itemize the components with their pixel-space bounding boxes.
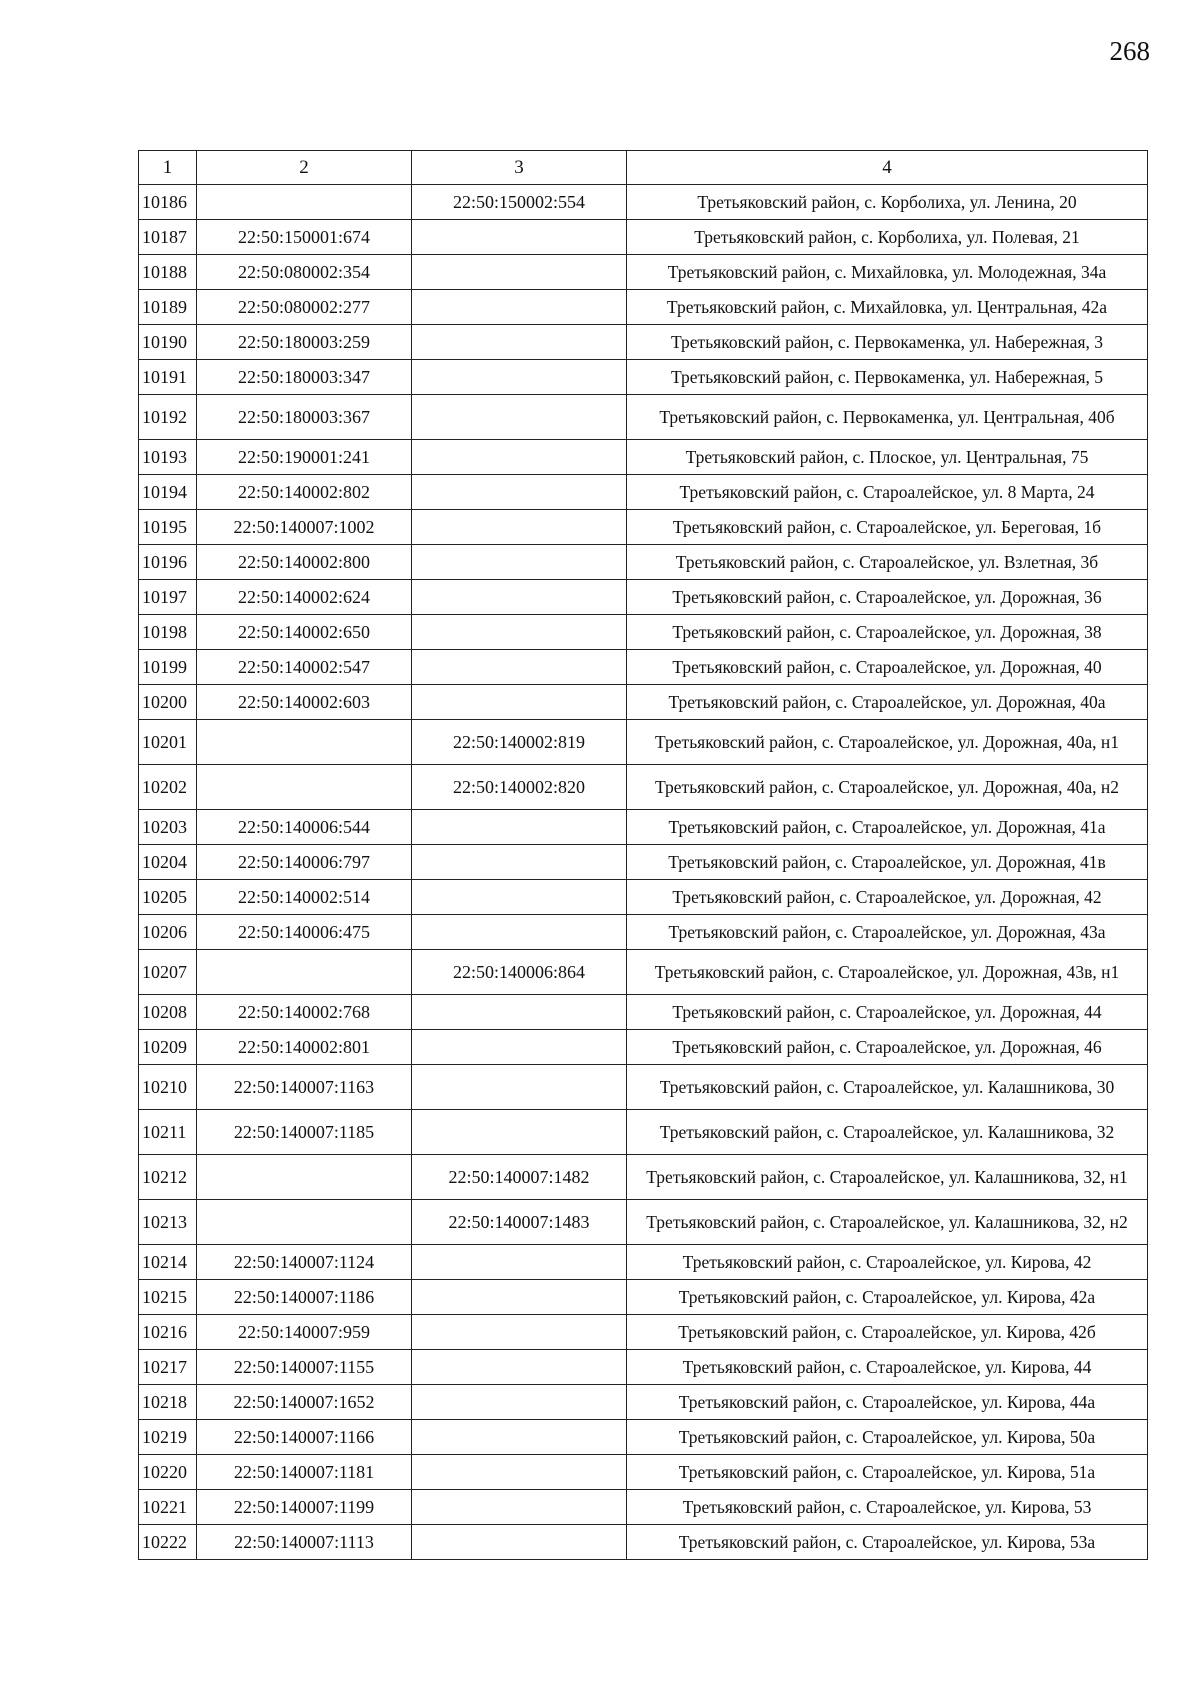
address-cell: Третьяковский район, с. Староалейское, ул. Взлетная, 3б <box>627 545 1148 580</box>
cadastral-number-alt-cell <box>412 1490 627 1525</box>
row-number-cell: 10203 <box>139 810 197 845</box>
registry-table <box>138 150 1148 1560</box>
address-cell: Третьяковский район, с. Староалейское, ул. Калашникова, 32, н1 <box>627 1155 1148 1200</box>
row-number-cell: 10187 <box>139 220 197 255</box>
header-cell-4: 4 <box>627 151 1148 185</box>
table-row <box>139 950 1148 995</box>
cadastral-number-alt-cell: 22:50:140007:1483 <box>412 1200 627 1245</box>
row-number-cell: 10195 <box>139 510 197 545</box>
cadastral-number-alt-cell <box>412 1525 627 1560</box>
cadastral-number-alt-cell <box>412 510 627 545</box>
cadastral-number-cell: 22:50:140002:768 <box>197 995 412 1030</box>
cadastral-number-alt-cell <box>412 995 627 1030</box>
header-cell-2: 2 <box>197 151 412 185</box>
cadastral-number-cell: 22:50:140002:800 <box>197 545 412 580</box>
address-cell: Третьяковский район, с. Староалейское, ул. Дорожная, 44 <box>627 995 1148 1030</box>
cadastral-number-cell <box>197 765 412 810</box>
cadastral-number-cell: 22:50:140002:802 <box>197 475 412 510</box>
table-row <box>139 1155 1148 1200</box>
row-number-cell: 10214 <box>139 1245 197 1280</box>
table-row <box>139 810 1148 845</box>
row-number-cell: 10191 <box>139 360 197 395</box>
row-number-cell: 10202 <box>139 765 197 810</box>
address-cell: Третьяковский район, с. Староалейское, ул. Кирова, 44 <box>627 1350 1148 1385</box>
table-row <box>139 1200 1148 1245</box>
row-number-cell: 10215 <box>139 1280 197 1315</box>
table-row <box>139 1280 1148 1315</box>
address-cell: Третьяковский район, с. Корболиха, ул. Полевая, 21 <box>627 220 1148 255</box>
table-row <box>139 255 1148 290</box>
row-number-cell: 10186 <box>139 185 197 220</box>
row-number-cell: 10201 <box>139 720 197 765</box>
address-cell: Третьяковский район, с. Михайловка, ул. Молодежная, 34а <box>627 255 1148 290</box>
table-row <box>139 915 1148 950</box>
cadastral-number-alt-cell <box>412 810 627 845</box>
cadastral-number-cell: 22:50:140002:801 <box>197 1030 412 1065</box>
table-row <box>139 650 1148 685</box>
address-cell: Третьяковский район, с. Староалейское, ул. Дорожная, 38 <box>627 615 1148 650</box>
cadastral-number-cell <box>197 185 412 220</box>
cadastral-number-cell: 22:50:140006:544 <box>197 810 412 845</box>
address-cell: Третьяковский район, с. Староалейское, ул. Кирова, 53а <box>627 1525 1148 1560</box>
address-cell: Третьяковский район, с. Староалейское, ул. Кирова, 50а <box>627 1420 1148 1455</box>
address-cell: Третьяковский район, с. Староалейское, ул. Дорожная, 40а <box>627 685 1148 720</box>
cadastral-number-alt-cell: 22:50:140002:819 <box>412 720 627 765</box>
address-cell: Третьяковский район, с. Корболиха, ул. Ленина, 20 <box>627 185 1148 220</box>
table-row <box>139 1525 1148 1560</box>
table-row <box>139 845 1148 880</box>
address-cell: Третьяковский район, с. Староалейское, ул. Калашникова, 30 <box>627 1065 1148 1110</box>
row-number-cell: 10198 <box>139 615 197 650</box>
cadastral-number-cell: 22:50:140006:475 <box>197 915 412 950</box>
row-number-cell: 10217 <box>139 1350 197 1385</box>
cadastral-number-cell: 22:50:180003:367 <box>197 395 412 440</box>
address-cell: Третьяковский район, с. Плоское, ул. Центральная, 75 <box>627 440 1148 475</box>
cadastral-number-cell: 22:50:150001:674 <box>197 220 412 255</box>
cadastral-number-alt-cell <box>412 360 627 395</box>
row-number-cell: 10213 <box>139 1200 197 1245</box>
cadastral-number-cell: 22:50:140002:603 <box>197 685 412 720</box>
cadastral-number-alt-cell: 22:50:140007:1482 <box>412 1155 627 1200</box>
table-row <box>139 1385 1148 1420</box>
table-row <box>139 580 1148 615</box>
cadastral-number-alt-cell: 22:50:140006:864 <box>412 950 627 995</box>
address-cell: Третьяковский район, с. Староалейское, ул. Дорожная, 36 <box>627 580 1148 615</box>
table-row <box>139 475 1148 510</box>
cadastral-number-cell: 22:50:140007:1186 <box>197 1280 412 1315</box>
row-number-cell: 10212 <box>139 1155 197 1200</box>
cadastral-number-cell: 22:50:140007:1181 <box>197 1455 412 1490</box>
cadastral-number-cell: 22:50:140007:1113 <box>197 1525 412 1560</box>
cadastral-number-cell: 22:50:140002:547 <box>197 650 412 685</box>
table-row <box>139 1350 1148 1385</box>
cadastral-number-cell: 22:50:140002:650 <box>197 615 412 650</box>
cadastral-number-alt-cell <box>412 880 627 915</box>
table-row <box>139 995 1148 1030</box>
row-number-cell: 10209 <box>139 1030 197 1065</box>
cadastral-number-cell <box>197 950 412 995</box>
table-row <box>139 880 1148 915</box>
row-number-cell: 10221 <box>139 1490 197 1525</box>
row-number-cell: 10205 <box>139 880 197 915</box>
cadastral-number-alt-cell <box>412 1280 627 1315</box>
table-row <box>139 1420 1148 1455</box>
cadastral-number-alt-cell <box>412 845 627 880</box>
address-cell: Третьяковский район, с. Староалейское, ул. Кирова, 42 <box>627 1245 1148 1280</box>
cadastral-number-cell: 22:50:140007:959 <box>197 1315 412 1350</box>
row-number-cell: 10199 <box>139 650 197 685</box>
row-number-cell: 10200 <box>139 685 197 720</box>
cadastral-number-alt-cell <box>412 395 627 440</box>
cadastral-number-alt-cell <box>412 1030 627 1065</box>
table-row <box>139 1455 1148 1490</box>
address-cell: Третьяковский район, с. Староалейское, ул. Дорожная, 40а, н1 <box>627 720 1148 765</box>
table-row <box>139 440 1148 475</box>
table-row <box>139 510 1148 545</box>
address-cell: Третьяковский район, с. Староалейское, ул. Кирова, 53 <box>627 1490 1148 1525</box>
address-cell: Третьяковский район, с. Староалейское, ул. 8 Марта, 24 <box>627 475 1148 510</box>
row-number-cell: 10204 <box>139 845 197 880</box>
table-row <box>139 615 1148 650</box>
address-cell: Третьяковский район, с. Первокаменка, ул. Центральная, 40б <box>627 395 1148 440</box>
cadastral-number-cell: 22:50:080002:277 <box>197 290 412 325</box>
table-body <box>139 151 1148 1560</box>
cadastral-number-cell: 22:50:140007:1124 <box>197 1245 412 1280</box>
address-cell: Третьяковский район, с. Староалейское, ул. Дорожная, 43в, н1 <box>627 950 1148 995</box>
header-cell-3: 3 <box>412 151 627 185</box>
row-number-cell: 10197 <box>139 580 197 615</box>
address-cell: Третьяковский район, с. Староалейское, ул. Калашникова, 32, н2 <box>627 1200 1148 1245</box>
cadastral-number-alt-cell <box>412 1420 627 1455</box>
address-cell: Третьяковский район, с. Староалейское, ул. Дорожная, 40а, н2 <box>627 765 1148 810</box>
header-cell-1: 1 <box>139 151 197 185</box>
address-cell: Третьяковский район, с. Староалейское, ул. Кирова, 44а <box>627 1385 1148 1420</box>
row-number-cell: 10208 <box>139 995 197 1030</box>
table-row <box>139 1110 1148 1155</box>
row-number-cell: 10193 <box>139 440 197 475</box>
cadastral-number-cell: 22:50:140002:514 <box>197 880 412 915</box>
row-number-cell: 10192 <box>139 395 197 440</box>
address-cell: Третьяковский район, с. Староалейское, ул. Кирова, 42а <box>627 1280 1148 1315</box>
table-row <box>139 765 1148 810</box>
cadastral-number-cell <box>197 720 412 765</box>
cadastral-number-alt-cell <box>412 255 627 290</box>
table-row <box>139 1065 1148 1110</box>
cadastral-number-cell: 22:50:140007:1155 <box>197 1350 412 1385</box>
row-number-cell: 10188 <box>139 255 197 290</box>
cadastral-number-cell: 22:50:080002:354 <box>197 255 412 290</box>
cadastral-number-alt-cell <box>412 545 627 580</box>
cadastral-number-alt-cell <box>412 1245 627 1280</box>
address-cell: Третьяковский район, с. Староалейское, ул. Дорожная, 46 <box>627 1030 1148 1065</box>
row-number-cell: 10222 <box>139 1525 197 1560</box>
table-row <box>139 360 1148 395</box>
cadastral-number-alt-cell <box>412 1315 627 1350</box>
cadastral-number-cell <box>197 1200 412 1245</box>
cadastral-number-cell: 22:50:190001:241 <box>197 440 412 475</box>
cadastral-number-cell: 22:50:180003:347 <box>197 360 412 395</box>
table-row <box>139 1315 1148 1350</box>
cadastral-number-alt-cell <box>412 615 627 650</box>
table-row <box>139 1490 1148 1525</box>
table-row <box>139 545 1148 580</box>
cadastral-number-alt-cell <box>412 1350 627 1385</box>
cadastral-number-cell: 22:50:140007:1199 <box>197 1490 412 1525</box>
address-cell: Третьяковский район, с. Староалейское, ул. Дорожная, 41в <box>627 845 1148 880</box>
cadastral-number-cell: 22:50:140006:797 <box>197 845 412 880</box>
cadastral-number-cell: 22:50:140007:1166 <box>197 1420 412 1455</box>
cadastral-number-cell: 22:50:140007:1002 <box>197 510 412 545</box>
address-cell: Третьяковский район, с. Староалейское, ул. Калашникова, 32 <box>627 1110 1148 1155</box>
row-number-cell: 10196 <box>139 545 197 580</box>
cadastral-number-alt-cell: 22:50:140002:820 <box>412 765 627 810</box>
address-cell: Третьяковский район, с. Первокаменка, ул. Набережная, 3 <box>627 325 1148 360</box>
table-row <box>139 720 1148 765</box>
row-number-cell: 10219 <box>139 1420 197 1455</box>
row-number-cell: 10220 <box>139 1455 197 1490</box>
cadastral-number-cell: 22:50:180003:259 <box>197 325 412 360</box>
cadastral-number-alt-cell <box>412 1455 627 1490</box>
table-row <box>139 1030 1148 1065</box>
address-cell: Третьяковский район, с. Староалейское, ул. Кирова, 51а <box>627 1455 1148 1490</box>
address-cell: Третьяковский район, с. Михайловка, ул. Центральная, 42а <box>627 290 1148 325</box>
row-number-cell: 10216 <box>139 1315 197 1350</box>
cadastral-number-alt-cell <box>412 685 627 720</box>
address-cell: Третьяковский район, с. Первокаменка, ул. Набережная, 5 <box>627 360 1148 395</box>
table-row <box>139 185 1148 220</box>
row-number-cell: 10218 <box>139 1385 197 1420</box>
address-cell: Третьяковский район, с. Староалейское, ул. Дорожная, 41а <box>627 810 1148 845</box>
cadastral-number-alt-cell <box>412 1110 627 1155</box>
cadastral-number-alt-cell <box>412 1065 627 1110</box>
table-row <box>139 325 1148 360</box>
row-number-cell: 10194 <box>139 475 197 510</box>
cadastral-number-alt-cell: 22:50:150002:554 <box>412 185 627 220</box>
address-cell: Третьяковский район, с. Староалейское, ул. Дорожная, 43а <box>627 915 1148 950</box>
address-cell: Третьяковский район, с. Староалейское, ул. Береговая, 1б <box>627 510 1148 545</box>
cadastral-number-alt-cell <box>412 440 627 475</box>
row-number-cell: 10210 <box>139 1065 197 1110</box>
cadastral-number-alt-cell <box>412 915 627 950</box>
cadastral-number-cell: 22:50:140007:1163 <box>197 1065 412 1110</box>
table-row <box>139 395 1148 440</box>
address-cell: Третьяковский район, с. Староалейское, ул. Кирова, 42б <box>627 1315 1148 1350</box>
table-header-row <box>139 151 1148 185</box>
cadastral-number-cell: 22:50:140007:1185 <box>197 1110 412 1155</box>
cadastral-number-cell: 22:50:140002:624 <box>197 580 412 615</box>
row-number-cell: 10207 <box>139 950 197 995</box>
cadastral-number-alt-cell <box>412 220 627 255</box>
cadastral-number-cell: 22:50:140007:1652 <box>197 1385 412 1420</box>
cadastral-number-alt-cell <box>412 290 627 325</box>
table-row <box>139 685 1148 720</box>
cadastral-number-alt-cell <box>412 580 627 615</box>
table-row <box>139 220 1148 255</box>
page-number: 268 <box>1109 36 1150 66</box>
address-cell: Третьяковский район, с. Староалейское, ул. Дорожная, 42 <box>627 880 1148 915</box>
table-row <box>139 1245 1148 1280</box>
cadastral-number-alt-cell <box>412 475 627 510</box>
cadastral-number-alt-cell <box>412 325 627 360</box>
row-number-cell: 10211 <box>139 1110 197 1155</box>
cadastral-number-alt-cell <box>412 650 627 685</box>
cadastral-number-cell <box>197 1155 412 1200</box>
row-number-cell: 10190 <box>139 325 197 360</box>
address-cell: Третьяковский район, с. Староалейское, ул. Дорожная, 40 <box>627 650 1148 685</box>
row-number-cell: 10189 <box>139 290 197 325</box>
table-row <box>139 290 1148 325</box>
row-number-cell: 10206 <box>139 915 197 950</box>
cadastral-number-alt-cell <box>412 1385 627 1420</box>
